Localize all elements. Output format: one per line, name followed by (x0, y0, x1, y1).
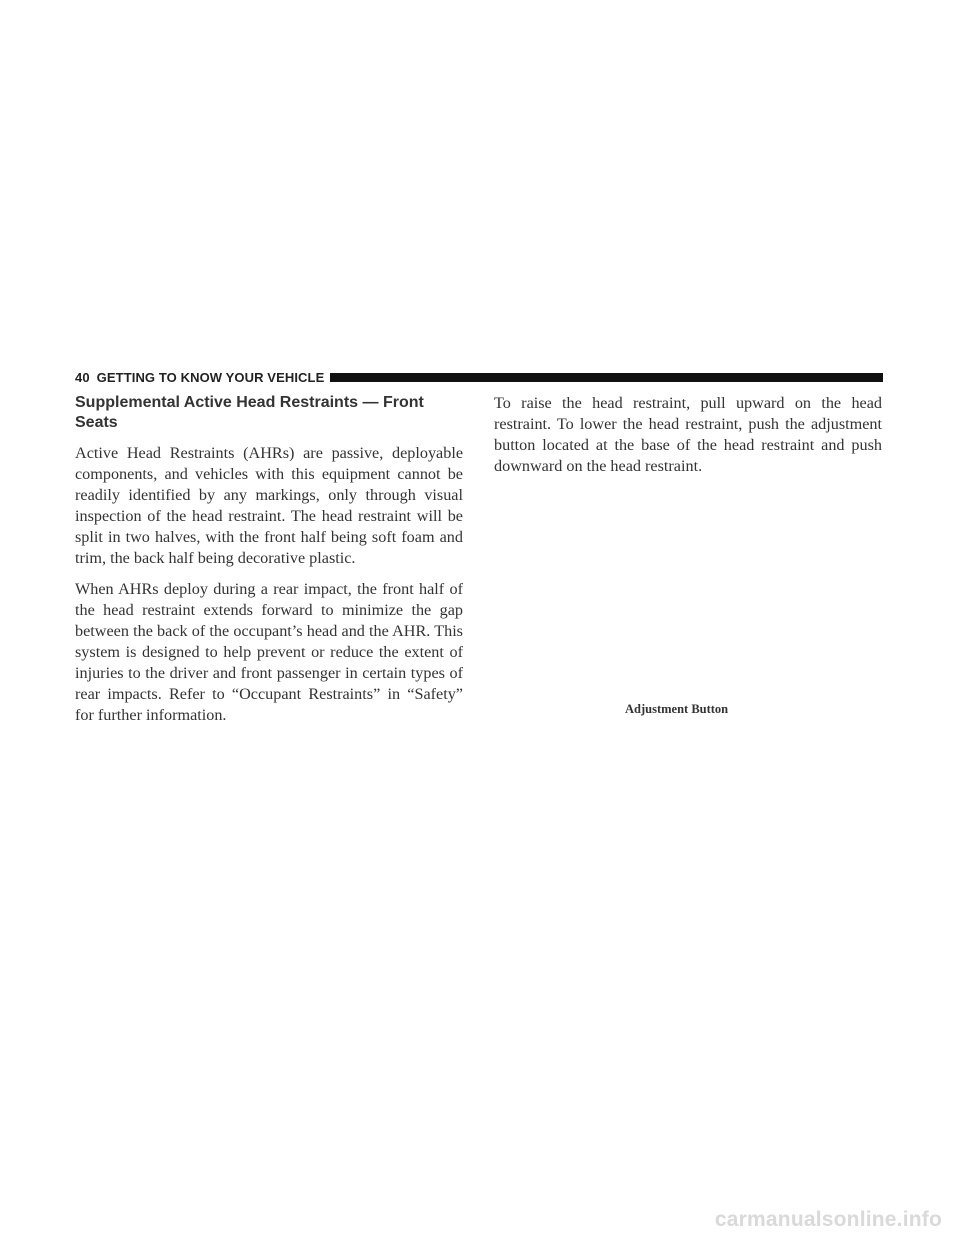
page-header (75, 368, 883, 386)
watermark: carmanualsonline.info (714, 1208, 942, 1231)
left-column (75, 393, 463, 736)
header-rule (330, 373, 883, 382)
paragraph-ahr-deployment: When AHRs deploy during a rear impact, the front half of the head restraint extends forward to minimize the gap between the back of the occupant’s head and the AHR. This system is designed to help prevent or reduce the extent of injuries to the driver and front passenger in certain types of rear impacts. Refer to “Occupant Restraints” in “Safety” for further information. (75, 580, 463, 724)
page-number: 40 (75, 369, 90, 385)
right-column (494, 393, 882, 487)
section-label: GETTING TO KNOW YOUR VEHICLE (96, 369, 325, 385)
section-title: Supplemental Active Head Restraints — Front Seats (75, 394, 424, 431)
paragraph-adjustment: To raise the head restraint, pull upward on the head restraint. To lower the head restraint, push the adjustment button located at the base of the head restraint and push downward on the head restraint. (494, 394, 882, 475)
head-restraint-figure (494, 475, 882, 715)
paragraph-ahr-description: Active Head Restraints (AHRs) are passive, deployable components, and vehicles with this equipment cannot be readily identified by any markings, only through visual inspection of the head restraint. The head restraint will be split in two halves, with the front half being soft foam and trim, the back half being decorative plastic. (75, 444, 463, 567)
figure-callout-adjustment-button: Adjustment Button (625, 702, 729, 716)
